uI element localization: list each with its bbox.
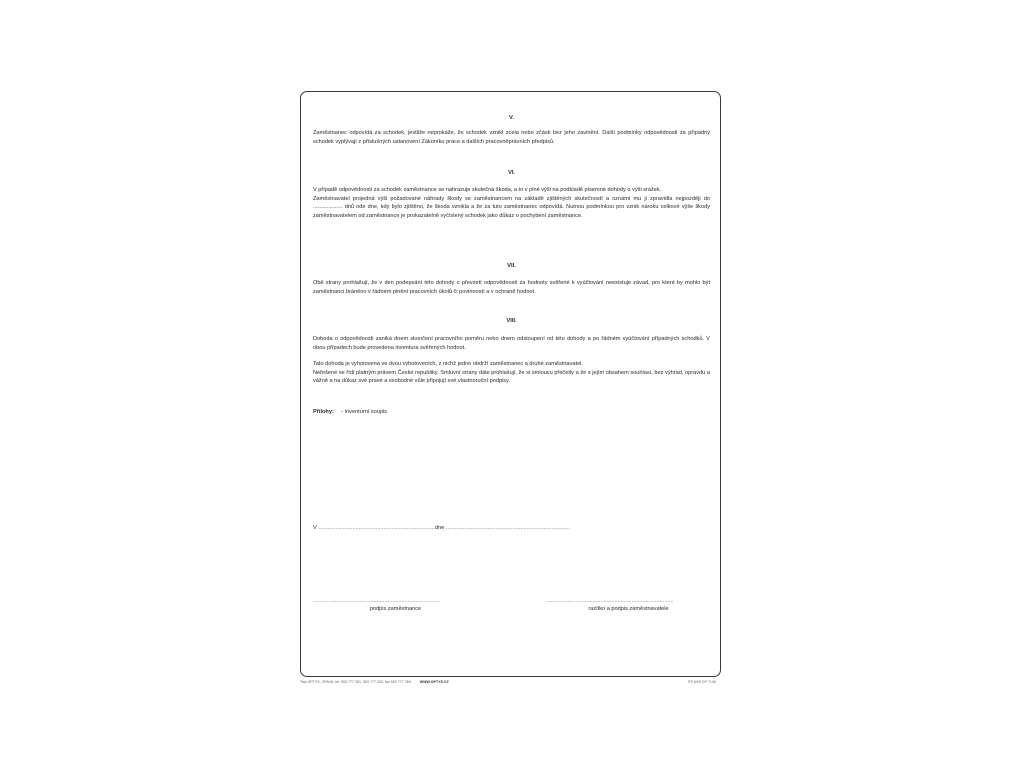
- employee-signature-label: podpis zaměstnance: [369, 606, 422, 612]
- section-heading-viii: VIII.: [506, 318, 517, 324]
- paragraph: Dohoda o odpovědnosti zaniká dnem skončení pracovního poměru nebo dnem odstoupení od této dohody a po řádném vyúčtování případných schodků. V obou případech bude provedena inventura svěřených hodnot.: [313, 336, 710, 351]
- annex-label: Přílohy:: [313, 409, 334, 415]
- date-label: dne: [434, 525, 445, 531]
- section-heading-vii: VII.: [507, 263, 516, 269]
- place-date-line: [313, 524, 710, 533]
- paragraph: Tato dohoda je vyhotovena ve dvou vyhotoveních, z nichž jedno obdrží zaměstnanec a druhé zaměstnavatel. Neřešené se řídí platným právem České republiky. Smluvní strany dále prohlašují, že si smlouvu přečetly a že s jejím obsahem souhlasí, bez výhrad, opravdu a vážně a na důkaz své pravé a svobodné vůle připojují své vlastnoruční podpisy.: [313, 361, 710, 385]
- employer-signature-line: ..................................................................................: [546, 598, 674, 604]
- annex-line: [313, 408, 387, 417]
- section-vii-text: [313, 279, 710, 296]
- date-dots: ................................................................................: [445, 525, 571, 531]
- place-dots: ...........................................................................: [318, 525, 435, 531]
- employer-signature-label: razítko a podpis zaměstnavatele: [588, 606, 669, 612]
- place-prefix: V: [313, 525, 317, 531]
- annex-value: - inventurní soupis: [341, 409, 388, 415]
- section-heading-v: V.: [509, 115, 514, 121]
- footer-printer-info: [300, 680, 449, 684]
- paragraph: Zaměstnanec odpovídá za schodek, jestliže neprokáže, že schodek vznikl zcela nebo zčásti bez jeho zavinění. Další podmínky odpovědnosti za případný schodek vyplývají z příslušných ustanovení Zákoníku práce a dalších pracovněprávních předpisů.: [313, 130, 710, 145]
- section-vi-text: [313, 186, 710, 220]
- section-viii-text: [313, 335, 710, 386]
- paragraph: Obě strany prohlašují, že v den podepsání této dohody o převzetí odpovědnosti za hodnoty svěřené k vyúčtování neexistuje závad, pro které by mohlo být zaměstnanci bráněno v řádném plnění pracovních úkolů či povinností a v ochraně hodnot.: [313, 280, 710, 295]
- footer-website: WWW.OPTYS.CZ: [419, 680, 449, 684]
- footer-form-code: PS 6/09 OP 7136: [688, 680, 716, 684]
- section-v-text: [313, 129, 710, 146]
- paragraph: V případě odpovědnosti za schodek zaměstnance se nahrazuje skutečná škoda, a to v plné výši na podkladě písemné dohody o výši srážek.: [313, 187, 662, 193]
- employee-signature-line: ..................................................................................: [313, 598, 441, 604]
- footer-left-text: Tisk OPTYS, OPAVA, tel. 553 777 381, 553 777 333, fax 553 777 359: [300, 680, 411, 684]
- document-page: [300, 91, 721, 677]
- section-heading-vi: VI.: [507, 170, 516, 176]
- paragraph: Zaměstnavatel projedná výši požadované náhrady škody se zaměstnancem na základě zjištěných skutečností a oznámí mu ji zpravidla nejpozději do ................... dnů ode dne, kdy bylo zjištěno, že škoda vznikla a že za tuto zaměstnanec odpovídá. Nutnou podmínkou pro vznik nároku celkové výše škody zaměstnavatelem od zaměstnance je prokazatelně vyčíslený schodek jako důkaz o pochybení zaměstnance.: [313, 195, 710, 219]
